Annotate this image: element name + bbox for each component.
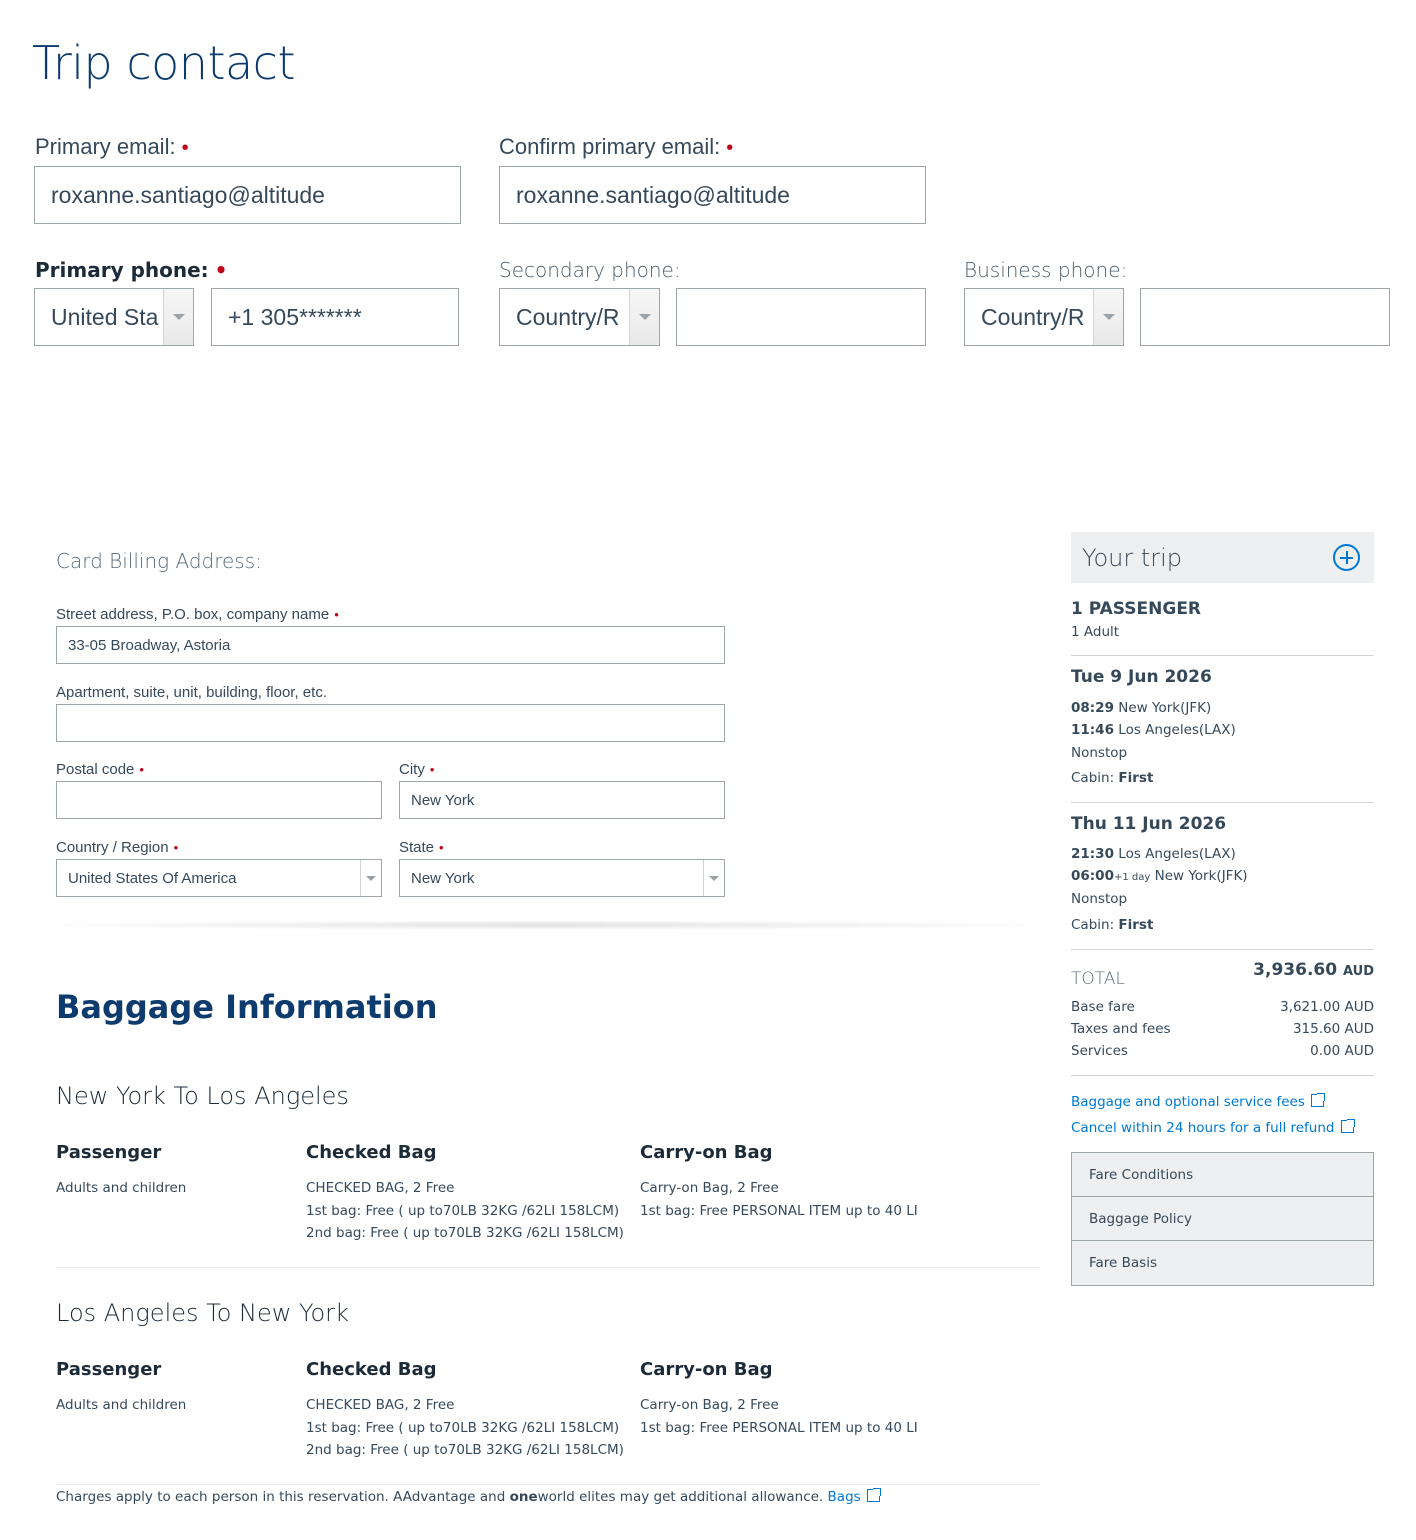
chevron-down-icon[interactable] xyxy=(163,289,193,345)
state-label: State • xyxy=(399,839,444,856)
cancel-refund-link-row[interactable] xyxy=(1071,1120,1354,1136)
cabin-line: Cabin: First xyxy=(1071,770,1154,786)
passenger-detail: 1 Adult xyxy=(1071,624,1120,640)
trip-divider xyxy=(1071,655,1374,656)
route-divider xyxy=(56,1267,1040,1268)
total-amount: 3,936.60 AUD xyxy=(1253,960,1374,980)
chevron-down-icon[interactable] xyxy=(703,860,724,896)
taxes-value: 315.60 AUD xyxy=(1292,1021,1374,1037)
checked-bag-line: 1st bag: Free ( up to70LB 32KG /62LI 158LCM) xyxy=(306,1419,620,1436)
chevron-down-icon[interactable] xyxy=(360,860,381,896)
checked-bag-line: CHECKED BAG, 2 Free xyxy=(306,1180,455,1196)
checked-bag-line: 1st bag: Free ( up to70LB 32KG /62LI 158LCM) xyxy=(306,1202,620,1219)
primary-email-input[interactable]: roxanne.santiago@altitude xyxy=(34,166,461,224)
checked-bag-column-header: Checked Bag xyxy=(306,1359,437,1380)
checked-bag-details xyxy=(306,1394,624,1462)
baggage-fees-link-row[interactable] xyxy=(1071,1094,1324,1110)
trip-divider xyxy=(1071,949,1374,950)
confirm-email-label: Confirm primary email: • xyxy=(499,134,734,159)
taxes-label: Taxes and fees xyxy=(1071,1021,1171,1037)
bags-link[interactable]: Bags xyxy=(827,1489,861,1505)
country-region-value: United States Of America xyxy=(68,869,237,887)
carryon-bag-line: Carry-on Bag, 2 Free xyxy=(640,1397,779,1413)
route-title: Los Angeles To New York xyxy=(56,1299,349,1327)
cabin-line: Cabin: First xyxy=(1071,917,1154,933)
page-title: Trip contact xyxy=(32,36,295,90)
trip-divider xyxy=(1071,802,1374,803)
primary-email-label: Primary email: • xyxy=(35,134,189,159)
arrival-line: 11:46 Los Angeles(LAX) xyxy=(1071,722,1236,738)
country-region-select[interactable] xyxy=(56,859,382,897)
passenger-count: 1 PASSENGER xyxy=(1071,599,1202,619)
confirm-email-input[interactable]: roxanne.santiago@altitude xyxy=(499,166,926,224)
stops: Nonstop xyxy=(1071,891,1128,907)
apartment-label: Apartment, suite, unit, building, floor, etc. xyxy=(56,684,327,701)
external-link-icon[interactable] xyxy=(1341,1120,1354,1133)
required-marker: • xyxy=(334,607,339,622)
passenger-type: Adults and children xyxy=(56,1180,187,1196)
chevron-down-icon[interactable] xyxy=(629,289,659,345)
country-region-label: Country / Region • xyxy=(56,839,179,856)
route-title: New York To Los Angeles xyxy=(56,1082,349,1110)
carryon-bag-details xyxy=(640,1394,918,1439)
baggage-title: Baggage Information xyxy=(56,988,438,1026)
baggage-note: Charges apply to each person in this reservation. AAdvantage and oneworld elites may get additional allowance. Bags xyxy=(56,1489,880,1505)
checked-bag-line: 2nd bag: Free ( up to70LB 32KG /62LI 158LCM) xyxy=(306,1442,624,1458)
cancel-refund-link[interactable]: Cancel within 24 hours for a full refund xyxy=(1071,1120,1335,1136)
section-divider xyxy=(56,922,1036,928)
primary-phone-label: Primary phone: • xyxy=(35,258,228,282)
flight-date: Tue 9 Jun 2026 xyxy=(1071,667,1212,687)
plus-circle-icon[interactable] xyxy=(1333,544,1360,571)
carryon-bag-column-header: Carry-on Bag xyxy=(640,1359,773,1380)
secondary-phone-country-select[interactable] xyxy=(499,288,660,346)
passenger-type: Adults and children xyxy=(56,1397,187,1413)
departure-line: 21:30 Los Angeles(LAX) xyxy=(1071,846,1236,862)
carryon-bag-line: 1st bag: Free PERSONAL ITEM up to 40 LI xyxy=(640,1419,918,1436)
city-input[interactable]: New York xyxy=(399,781,725,819)
fare-accordion xyxy=(1071,1152,1374,1286)
city-label: City • xyxy=(399,761,435,778)
checked-bag-column-header: Checked Bag xyxy=(306,1142,437,1163)
passenger-column-header: Passenger xyxy=(56,1359,162,1380)
fare-conditions-item[interactable]: Fare Conditions xyxy=(1072,1153,1373,1197)
postal-code-input[interactable] xyxy=(56,781,382,819)
required-marker: • xyxy=(429,762,435,777)
baggage-fees-link[interactable]: Baggage and optional service fees xyxy=(1071,1094,1305,1110)
total-label: TOTAL xyxy=(1071,969,1125,989)
required-marker: • xyxy=(214,258,228,282)
state-value: New York xyxy=(411,869,475,887)
fare-basis-item[interactable]: Fare Basis xyxy=(1089,1255,1158,1271)
secondary-phone-input[interactable] xyxy=(676,288,926,346)
base-fare-value: 3,621.00 AUD xyxy=(1280,999,1374,1015)
passenger-column-header: Passenger xyxy=(56,1142,162,1163)
apartment-input[interactable] xyxy=(56,704,725,742)
business-phone-country-select[interactable] xyxy=(964,288,1124,346)
primary-phone-country-value: United Sta xyxy=(51,303,159,330)
carryon-bag-line: Carry-on Bag, 2 Free xyxy=(640,1180,779,1196)
state-select[interactable] xyxy=(399,859,725,897)
baggage-policy-item[interactable]: Baggage Policy xyxy=(1072,1197,1373,1241)
carryon-bag-details xyxy=(640,1177,918,1222)
required-marker: • xyxy=(139,762,144,777)
business-phone-country-value: Country/R xyxy=(981,303,1085,330)
carryon-bag-column-header: Carry-on Bag xyxy=(640,1142,773,1163)
stops: Nonstop xyxy=(1071,745,1128,761)
external-link-icon[interactable] xyxy=(1311,1094,1324,1107)
route-divider xyxy=(56,1484,1040,1485)
business-phone-input[interactable] xyxy=(1140,288,1390,346)
checked-bag-line: 2nd bag: Free ( up to70LB 32KG /62LI 158LCM) xyxy=(306,1225,624,1241)
chevron-down-icon[interactable] xyxy=(1093,289,1123,345)
services-value: 0.00 AUD xyxy=(1310,1043,1374,1059)
required-marker: • xyxy=(726,137,734,159)
required-marker: • xyxy=(439,840,444,855)
your-trip-title: Your trip xyxy=(1082,543,1183,572)
street-label: Street address, P.O. box, company name • xyxy=(56,606,339,623)
your-trip-header[interactable] xyxy=(1071,532,1374,583)
services-label: Services xyxy=(1071,1043,1128,1059)
billing-title: Card Billing Address: xyxy=(56,549,262,573)
trip-divider xyxy=(1071,1075,1374,1076)
street-input[interactable]: 33-05 Broadway, Astoria xyxy=(56,626,725,664)
checked-bag-details xyxy=(306,1177,624,1245)
secondary-phone-label: Secondary phone: xyxy=(499,258,681,282)
checked-bag-line: CHECKED BAG, 2 Free xyxy=(306,1397,455,1413)
required-marker: • xyxy=(173,840,179,855)
carryon-bag-line: 1st bag: Free PERSONAL ITEM up to 40 LI xyxy=(640,1202,918,1219)
primary-phone-country-select[interactable] xyxy=(34,288,194,346)
secondary-phone-country-value: Country/R xyxy=(516,303,620,330)
external-link-icon[interactable] xyxy=(867,1489,880,1502)
flight-date: Thu 11 Jun 2026 xyxy=(1071,814,1227,834)
primary-phone-input[interactable]: +1 305******* xyxy=(211,288,459,346)
required-marker: • xyxy=(181,137,189,159)
departure-line: 08:29 New York(JFK) xyxy=(1071,700,1212,716)
business-phone-label: Business phone: xyxy=(964,258,1128,282)
base-fare-label: Base fare xyxy=(1071,999,1135,1015)
arrival-line: 06:00+1 day New York(JFK) xyxy=(1071,868,1248,884)
postal-code-label: Postal code • xyxy=(56,761,144,778)
